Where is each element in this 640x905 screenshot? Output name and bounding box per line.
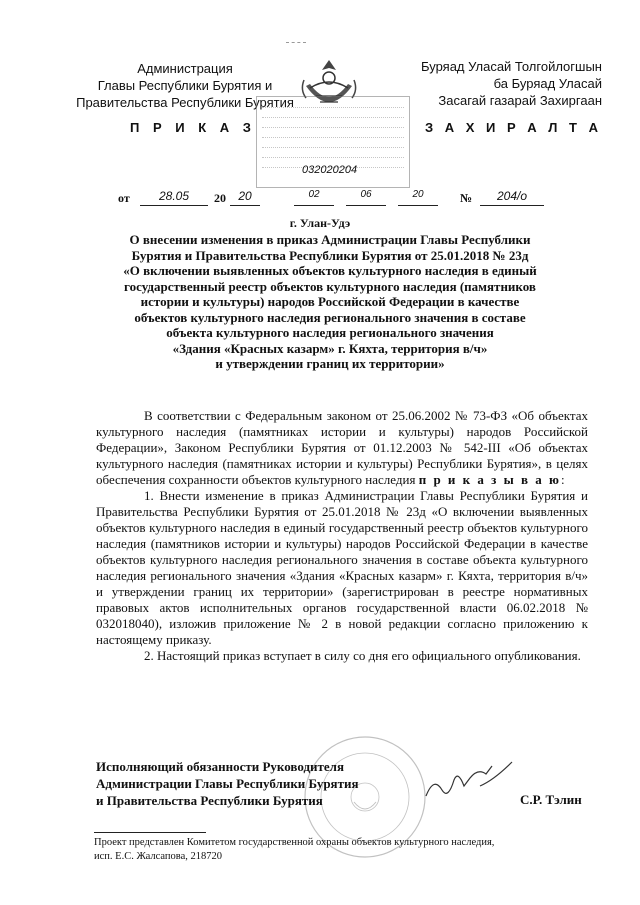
year-prefix: 20	[214, 191, 226, 205]
header-right-line: Засагай газарай Захиргаан	[438, 93, 602, 108]
handwritten-signature	[420, 756, 520, 806]
header-left-line: Администрация	[137, 61, 233, 76]
header-right-line: Буряад Уласай Толгойлогшын	[420, 59, 602, 74]
top-mark	[286, 42, 306, 43]
zakhiralta-label: З А Х И Р А Л Т А	[425, 120, 602, 135]
header-right-line: ба Буряад Уласай	[493, 76, 602, 91]
ot-label: от	[118, 191, 130, 205]
order-day-month: 28.05	[140, 189, 208, 206]
signatory-line: Исполняющий обязанности Руководителя	[96, 759, 345, 774]
title-line: государственный реестр объектов культурного наследия (памятников	[124, 278, 536, 294]
footnote-line: Проект представлен Комитетом государственной охраны объектов культурного наследия,	[94, 837, 495, 848]
signatory-position	[96, 758, 396, 809]
footnote	[94, 836, 614, 864]
title-line: Бурятия и Правительства Республики Бурятия от 25.01.2018 № 23д	[131, 247, 529, 263]
title-line: объектов культурного наследия регионального значения в составе	[134, 309, 526, 325]
preamble-text: В соответствии с Федеральным законом от 25.06.2002 № 73-ФЗ «Об объектах культурного наследия (памятниках истории и культуры) народов Российской Федерации», Законом Республики Бурятия от 01.12.2003 № 542-III «Об объектах культурного наследия (памятниках истории и культуры) Республики Бурятия», в целях обеспечения сохранности объектов культурного наследия	[96, 408, 588, 487]
title-line: «О включении выявленных объектов культурного наследия в единый	[123, 263, 537, 278]
preamble-colon: :	[560, 472, 565, 487]
item-2-paragraph: 2. Настоящий приказ вступает в силу со дня его официального опубликования.	[144, 648, 581, 663]
signatory-line: и Правительства Республики Бурятия	[96, 793, 323, 808]
registration-number: 032020204	[302, 164, 358, 176]
reg-day: 02	[294, 189, 334, 206]
footnote-divider	[94, 832, 206, 833]
order-date-row	[118, 189, 598, 209]
title-line: «Здания «Красных казарм» г. Кяхта, территория в/ч»	[172, 340, 488, 356]
order-body	[96, 408, 588, 664]
preamble-paragraph	[96, 408, 588, 488]
order-number: 204/о	[480, 189, 544, 206]
header-left-line: Правительства Республики Бурятия	[76, 95, 294, 110]
signatory-name: С.Р. Тэлин	[520, 792, 582, 807]
signatory-line: Администрации Главы Республики Бурятия	[96, 776, 359, 791]
title-line: и утверждении границ их территории»	[215, 356, 445, 371]
order-title	[95, 232, 565, 372]
number-label: №	[460, 191, 473, 205]
city: г. Улан-Удэ	[289, 216, 351, 230]
item-1-paragraph: 1. Внести изменение в приказ Администрации Главы Республики Бурятия и Правительства Республики Бурятия от 25.01.2018 № 23д «О включении выявленных объектов культурного наследия в единый государственный реестр объектов культурного наследия (памятников истории и культуры) народов Российской Федерации в качестве объектов культурного наследия регионального значения в составе объекта культурного наследия регионального значения «Здания «Красных казарм» г. Кяхта, территория в/ч» и утверждении границ их территории» (зарегистрирован в реестре нормативных правовых актов исполнительных органов государственной власти 06.02.2018 № 032018040), изложив приложение № 2 в новой редакции согласно приложению к настоящему приказу.	[96, 488, 588, 647]
footnote-line: исп. Е.С. Жалсапова, 218720	[94, 851, 222, 862]
year-suffix: 20	[230, 189, 260, 206]
title-line: О внесении изменения в приказ Администрации Главы Республики	[129, 232, 531, 247]
title-line: объекта культурного наследия регионального значения	[166, 325, 494, 340]
header-left-line: Главы Республики Бурятия и	[97, 78, 273, 93]
title-line: истории и культуры) народов Российской Федерации в качестве	[140, 294, 520, 309]
prikazyvayu: п р и к а з ы в а ю	[418, 472, 561, 487]
prikaz-label: П Р И К А З	[130, 120, 256, 135]
reg-month: 06	[346, 189, 386, 206]
reg-year: 20	[398, 189, 438, 206]
